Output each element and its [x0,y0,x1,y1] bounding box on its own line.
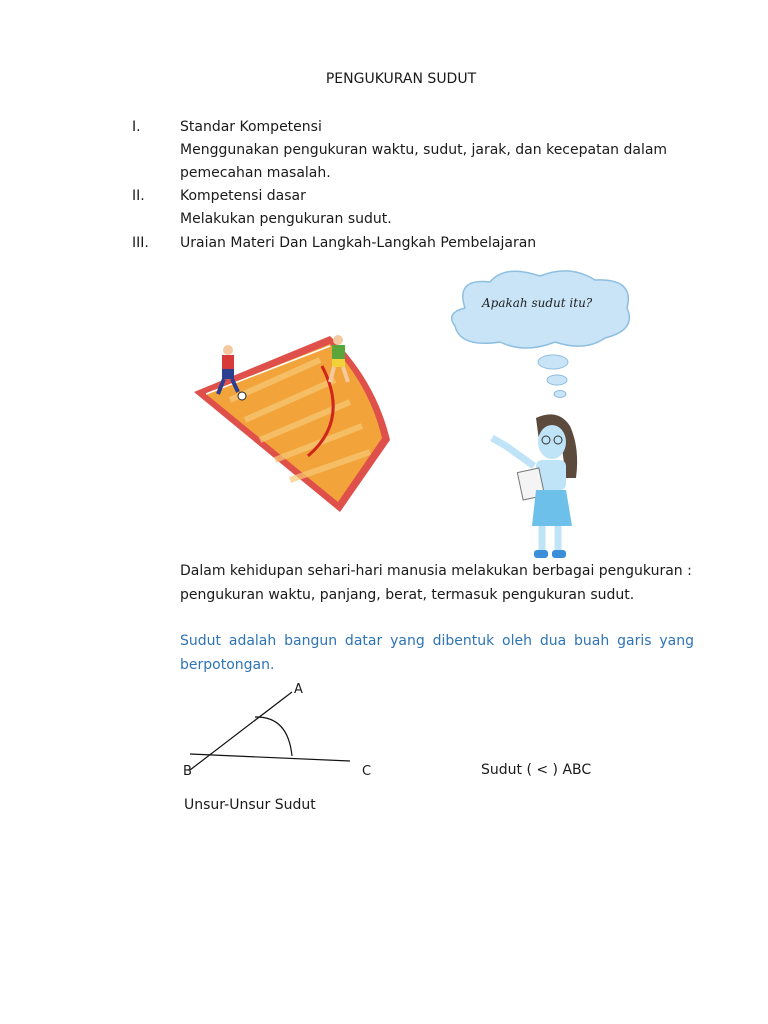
soccer-field-illustration [190,330,410,520]
definition-line-2: berpotongan. [180,657,275,673]
paragraph-line-1: Dalam kehidupan sehari-hari manusia melakukan berbagai pengukuran : [180,563,692,579]
section-1-line-1: Menggunakan pengukuran waktu, sudut, jarak, dan kecepatan dalam [180,142,668,158]
subheading-unsur: Unsur-Unsur Sudut [184,797,316,813]
section-3-number: III. [132,235,149,251]
angle-diagram [180,680,380,780]
paragraph-line-2: pengukuran waktu, panjang, berat, termasuk pengukuran sudut. [180,587,635,603]
ray-bc [190,754,350,761]
angle-arc-mark [255,717,292,756]
thought-bubble [445,268,635,403]
section-1-number: I. [132,119,141,135]
section-2-line-1: Melakukan pengukuran sudut. [180,211,392,227]
section-2-number: II. [132,188,145,204]
label-c: C [362,764,372,779]
section-2-heading: Kompetensi dasar [180,188,306,204]
section-1-heading: Standar Kompetensi [180,119,322,135]
label-b: B [183,764,192,779]
girl-illustration [488,408,588,568]
definition-line-1: Sudut adalah bangun datar yang dibentuk oleh dua buah garis yang [180,633,694,649]
label-a: A [294,682,303,697]
section-1-line-2: pemecahan masalah. [180,165,331,181]
angle-name: Sudut ( < ) ABC [481,762,592,778]
thought-bubble-text: Apakah sudut itu? [482,296,593,310]
section-3-heading: Uraian Materi Dan Langkah-Langkah Pembelajaran [180,235,537,251]
page-title: PENGUKURAN SUDUT [325,71,477,87]
